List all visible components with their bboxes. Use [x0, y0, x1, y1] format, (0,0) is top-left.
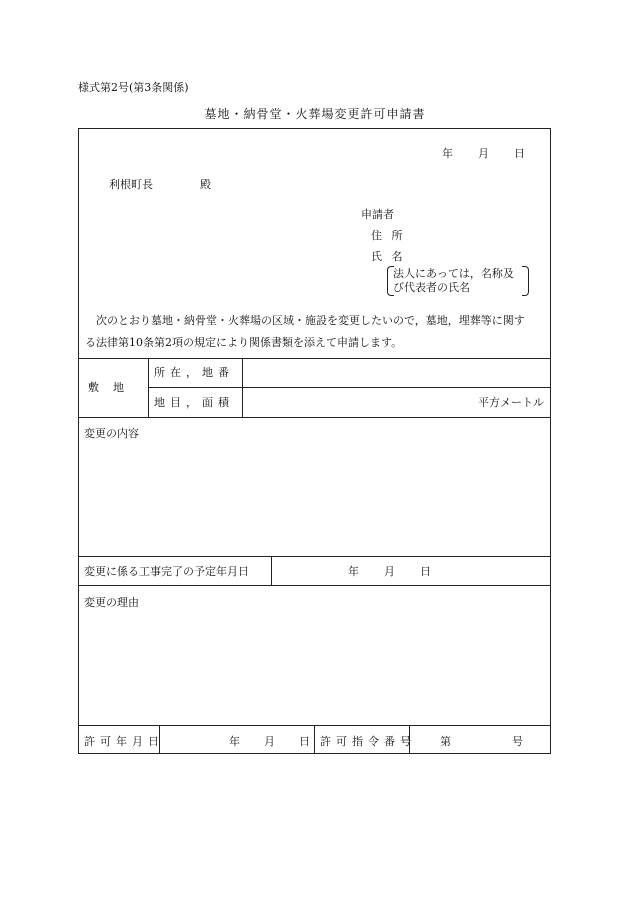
form-number: 様式第2号(第3条関係)	[78, 81, 189, 94]
divider-content-completion	[78, 556, 551, 557]
statement-line2: る法律第10条第2項の規定により関係書類を添えて申請します。	[85, 336, 403, 349]
note-bracket-right	[522, 266, 529, 296]
change-content-label: 変更の内容	[84, 427, 139, 440]
completion-month: 月	[384, 565, 395, 578]
divider-site-content	[78, 417, 551, 418]
applicant-address-label: 住 所	[371, 229, 403, 242]
addressee-honorific: 殿	[200, 178, 211, 191]
completion-day: 日	[420, 565, 431, 578]
completion-label: 変更に係る工事完了の予定年月日	[84, 565, 249, 578]
date-day: 日	[514, 147, 525, 160]
divider-site-label	[148, 358, 149, 417]
completion-year: 年	[348, 565, 359, 578]
application-form-table	[78, 128, 551, 754]
permit-day: 日	[299, 735, 310, 748]
applicant-heading: 申請者	[361, 208, 394, 221]
change-reason-label: 変更の理由	[84, 596, 139, 609]
permit-year: 年	[229, 735, 240, 748]
divider-site-rows	[148, 387, 551, 388]
date-month: 月	[478, 147, 489, 160]
permit-number-suffix: 号	[512, 735, 523, 748]
addressee-name: 利根町長	[109, 178, 153, 191]
site-area-unit: 平方メートル	[478, 396, 544, 409]
corp-note-line2: び代表者の氏名	[393, 281, 470, 294]
permit-month: 月	[264, 735, 275, 748]
site-category-label: 地目，面積	[154, 396, 234, 409]
divider-site-value	[242, 358, 243, 417]
document-title: 墓地・納骨堂・火葬場変更許可申請書	[204, 107, 426, 121]
permit-date-label: 許可年月日	[84, 735, 164, 748]
corp-note-line1: 法人にあっては，名称及	[393, 267, 514, 280]
date-year: 年	[442, 147, 453, 160]
applicant-name-label: 氏 名	[371, 250, 403, 263]
divider-permit-number-label	[314, 725, 315, 754]
permit-number-prefix: 第	[440, 735, 451, 748]
site-location-label: 所在，地番	[154, 366, 234, 379]
statement-line1: 次のとおり墓地・納骨堂・火葬場の区域・施設を変更したいので，墓地，埋葬等に関す	[96, 314, 525, 327]
divider-completion-value	[271, 556, 272, 585]
divider-completion-reason	[78, 585, 551, 586]
permit-number-label: 許可指令番号	[320, 735, 416, 748]
site-label: 敷地	[88, 381, 138, 394]
